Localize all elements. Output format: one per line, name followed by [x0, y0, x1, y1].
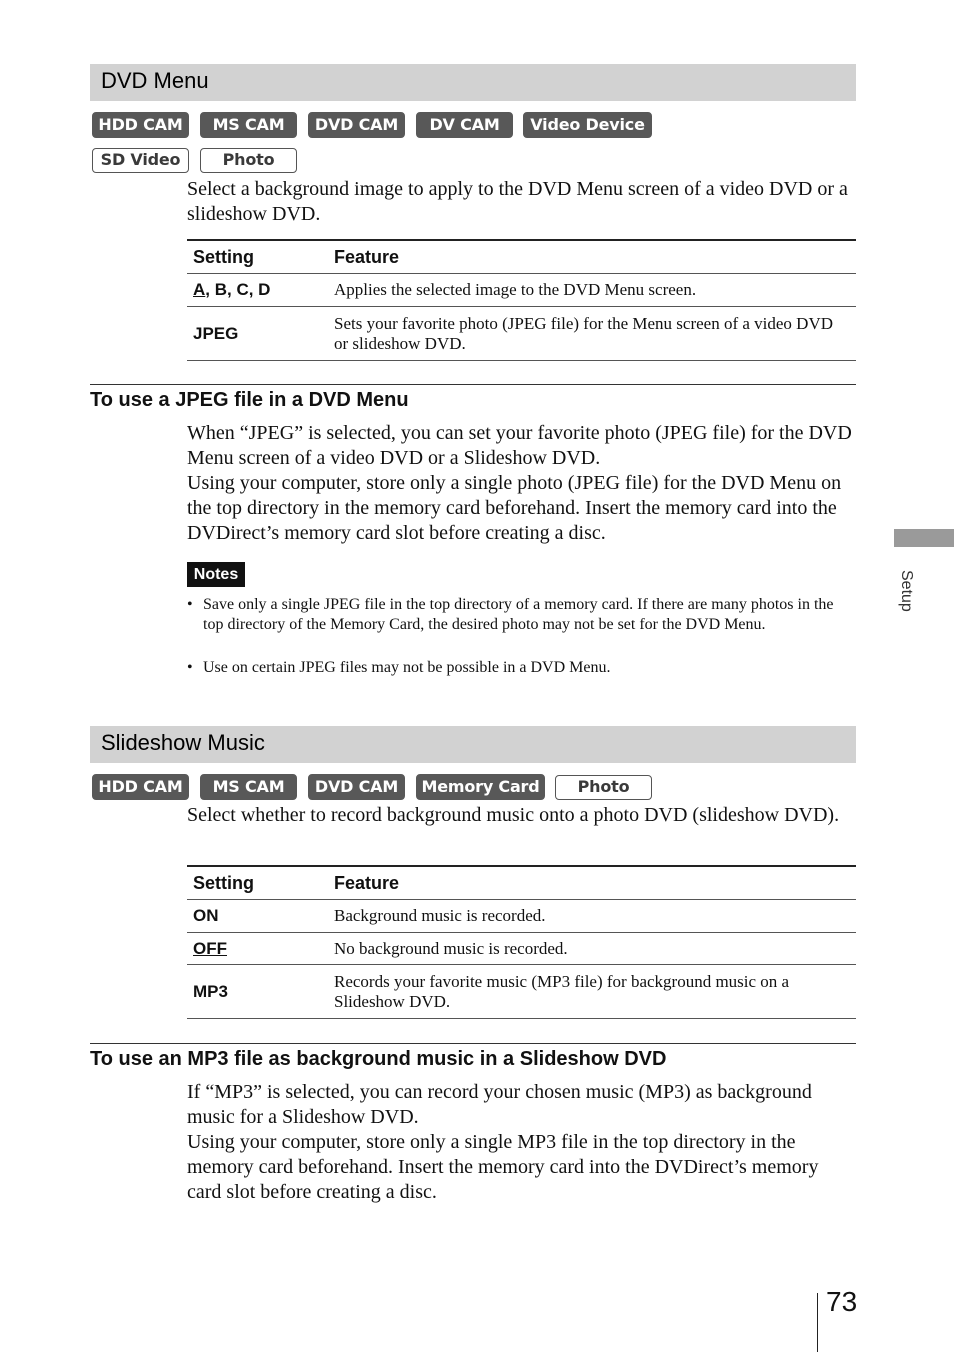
section-header-slideshow-music — [90, 726, 856, 763]
badge-hdd-cam: HDD CAM — [92, 774, 189, 800]
feature-cell: No background music is recorded. — [328, 933, 856, 965]
default-setting-marker: OFF — [193, 938, 227, 958]
table-row — [187, 933, 856, 965]
page-number-divider — [817, 1293, 818, 1352]
feature-cell: Applies the selected image to the DVD Menu screen. — [328, 274, 856, 307]
mp3-para-2: Using your computer, store only a single MP3 file in the top directory in the memory card beforehand. Insert the memory card into the DVDirect’s memory card slot before creating a disc. — [187, 1131, 819, 1203]
badge-dvd-cam: DVD CAM — [308, 112, 405, 138]
side-tab-label: Setup — [898, 570, 915, 612]
setting-cell — [187, 274, 328, 307]
table-row — [187, 274, 856, 307]
side-tab-marker — [894, 529, 954, 547]
badge-photo: Photo — [200, 148, 297, 173]
notes-label: Notes — [187, 562, 245, 587]
badge-video-device: Video Device — [523, 112, 652, 138]
setting-cell: ON — [187, 900, 328, 933]
setting-cell: MP3 — [187, 965, 328, 1019]
column-header-feature: Feature — [328, 866, 856, 900]
column-header-feature: Feature — [328, 240, 856, 274]
setting-cell — [187, 933, 328, 965]
setting-label: JPEG — [193, 323, 239, 343]
badge-hdd-cam: HDD CAM — [92, 112, 189, 138]
slideshow-intro: Select whether to record background music onto a photo DVD (slideshow DVD). — [187, 804, 840, 826]
note-text: Save only a single JPEG file in the top directory of a memory card. If there are many photos in the top directory of the Memory Card, the desired photo may not be set for the DVD Menu. — [203, 596, 834, 633]
page-number: 73 — [826, 1286, 858, 1317]
column-header-setting: Setting — [187, 866, 328, 900]
badge-dv-cam: DV CAM — [416, 112, 513, 138]
table-row — [187, 900, 856, 933]
feature-cell: Sets your favorite photo (JPEG file) for the Menu screen of a video DVD or slideshow DVD. — [328, 307, 856, 361]
dvd-menu-intro: Select a background image to apply to the DVD Menu screen of a video DVD or a slideshow DVD. — [187, 178, 848, 225]
note-item — [187, 658, 857, 678]
section-title: DVD Menu — [101, 68, 209, 93]
subheading-mp3: To use an MP3 file as background music in a Slideshow DVD — [90, 1043, 856, 1071]
badge-memory-card: Memory Card — [416, 774, 545, 800]
feature-cell: Records your favorite music (MP3 file) for background music on a Slideshow DVD. — [328, 965, 856, 1019]
table-row — [187, 307, 856, 361]
badge-photo: Photo — [555, 775, 652, 800]
badge-ms-cam: MS CAM — [200, 112, 297, 138]
table-header-row — [187, 866, 856, 900]
jpeg-para-1: When “JPEG” is selected, you can set your favorite photo (JPEG file) for the DVD Menu screen of a video DVD or a Slideshow DVD. — [187, 422, 852, 469]
note-text: Use on certain JPEG files may not be possible in a DVD Menu. — [203, 659, 611, 676]
bullet-icon: • — [187, 659, 193, 676]
table-header-row — [187, 240, 856, 274]
badge-sd-video: SD Video — [92, 148, 189, 173]
setting-label: , B, C, D — [205, 280, 271, 299]
bullet-icon: • — [187, 596, 193, 613]
badge-ms-cam: MS CAM — [200, 774, 297, 800]
jpeg-para-2: Using your computer, store only a single photo (JPEG file) for the DVD Menu on the top directory in the memory card beforehand. Insert the memory card into the DVDirect’s memory card slot before creating a disc. — [187, 472, 842, 544]
default-setting-marker: A — [193, 280, 206, 299]
mp3-para-1: If “MP3” is selected, you can record your chosen music (MP3) as background music for a Slideshow DVD. — [187, 1081, 812, 1128]
column-header-setting: Setting — [187, 240, 328, 274]
slideshow-settings-table — [187, 865, 856, 1019]
setting-cell — [187, 307, 328, 361]
table-row — [187, 965, 856, 1019]
section-title: Slideshow Music — [101, 730, 265, 755]
feature-cell: Background music is recorded. — [328, 900, 856, 933]
subheading-jpeg: To use a JPEG file in a DVD Menu — [90, 384, 856, 412]
badge-dvd-cam: DVD CAM — [308, 774, 405, 800]
section-header-dvd-menu — [90, 64, 856, 101]
dvd-menu-settings-table — [187, 239, 856, 361]
note-item — [187, 595, 857, 635]
